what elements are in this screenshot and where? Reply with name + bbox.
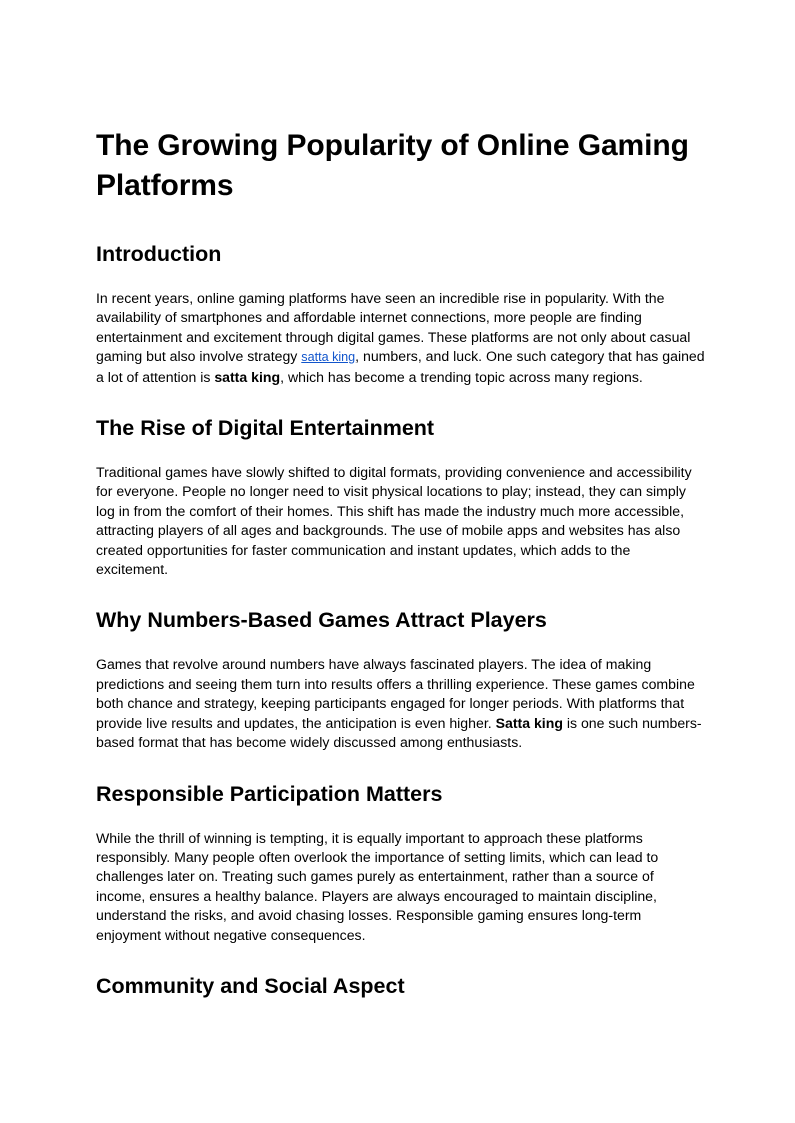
intro-text-3: , which has become a trending topic across many regions. [280, 368, 643, 385]
satta-king-link[interactable]: satta king [301, 350, 356, 365]
intro-bold-term: satta king [214, 368, 281, 385]
numbers-text-2: is one such numbers-based format that has become widely discussed among enthusiasts. [96, 714, 702, 751]
numbers-bold-term: Satta king [495, 714, 563, 731]
heading-introduction: Introduction [96, 242, 222, 266]
heading-rise-of-digital-entertainment: The Rise of Digital Entertainment [96, 416, 435, 441]
heading-community-social-aspect: Community and Social Aspect [96, 973, 405, 998]
heading-numbers-based-games: Why Numbers-Based Games Attract Players [96, 608, 547, 633]
document-title: The Growing Popularity of Online Gaming Platforms [96, 129, 689, 202]
intro-text-1: In recent years, online gaming platforms have seen an incredible rise in popularity. With the availability of smartphones and affordable internet connections, more people are finding entertainment and excitement through digital games. These platforms are not only about casual gaming but also involve strategy [96, 290, 691, 365]
numbers-text-1: Games that revolve around numbers have always fascinated players. The idea of making predictions and seeing them turn into results offers a thrilling experience. These games combine both chance and strategy, keeping participants engaged for longer periods. With platforms that provide live results and updates, the anticipation is even higher. [96, 656, 695, 731]
document-page [96, 126, 706, 1000]
paragraph-numbers-based-games [96, 655, 706, 752]
intro-text-2: , numbers, and luck. One such category that has gained a lot of attention is [96, 348, 705, 385]
paragraph-responsible-participation: While the thrill of winning is tempting, it is equally important to approach these platforms responsibly. Many people often overlook the importance of setting limits, which can lead to challenges later on. Treating such games purely as entertainment, rather than a source of income, ensures a healthy balance. Players are always encouraged to maintain discipline, understand the risks, and avoid chasing losses. Responsible gaming ensures long-term enjoyment without negative consequences. [96, 829, 659, 943]
heading-responsible-participation: Responsible Participation Matters [96, 781, 443, 806]
paragraph-introduction [96, 289, 706, 387]
paragraph-rise-of-digital-entertainment: Traditional games have slowly shifted to digital formats, providing convenience and accessibility for everyone. People no longer need to visit physical locations to play; instead, they can simply log in from the comfort of their homes. This shift has made the industry much more accessible, attracting players of all ages and backgrounds. The use of mobile apps and websites has also created opportunities for faster communication and instant updates, which adds to the excitement. [96, 464, 692, 578]
